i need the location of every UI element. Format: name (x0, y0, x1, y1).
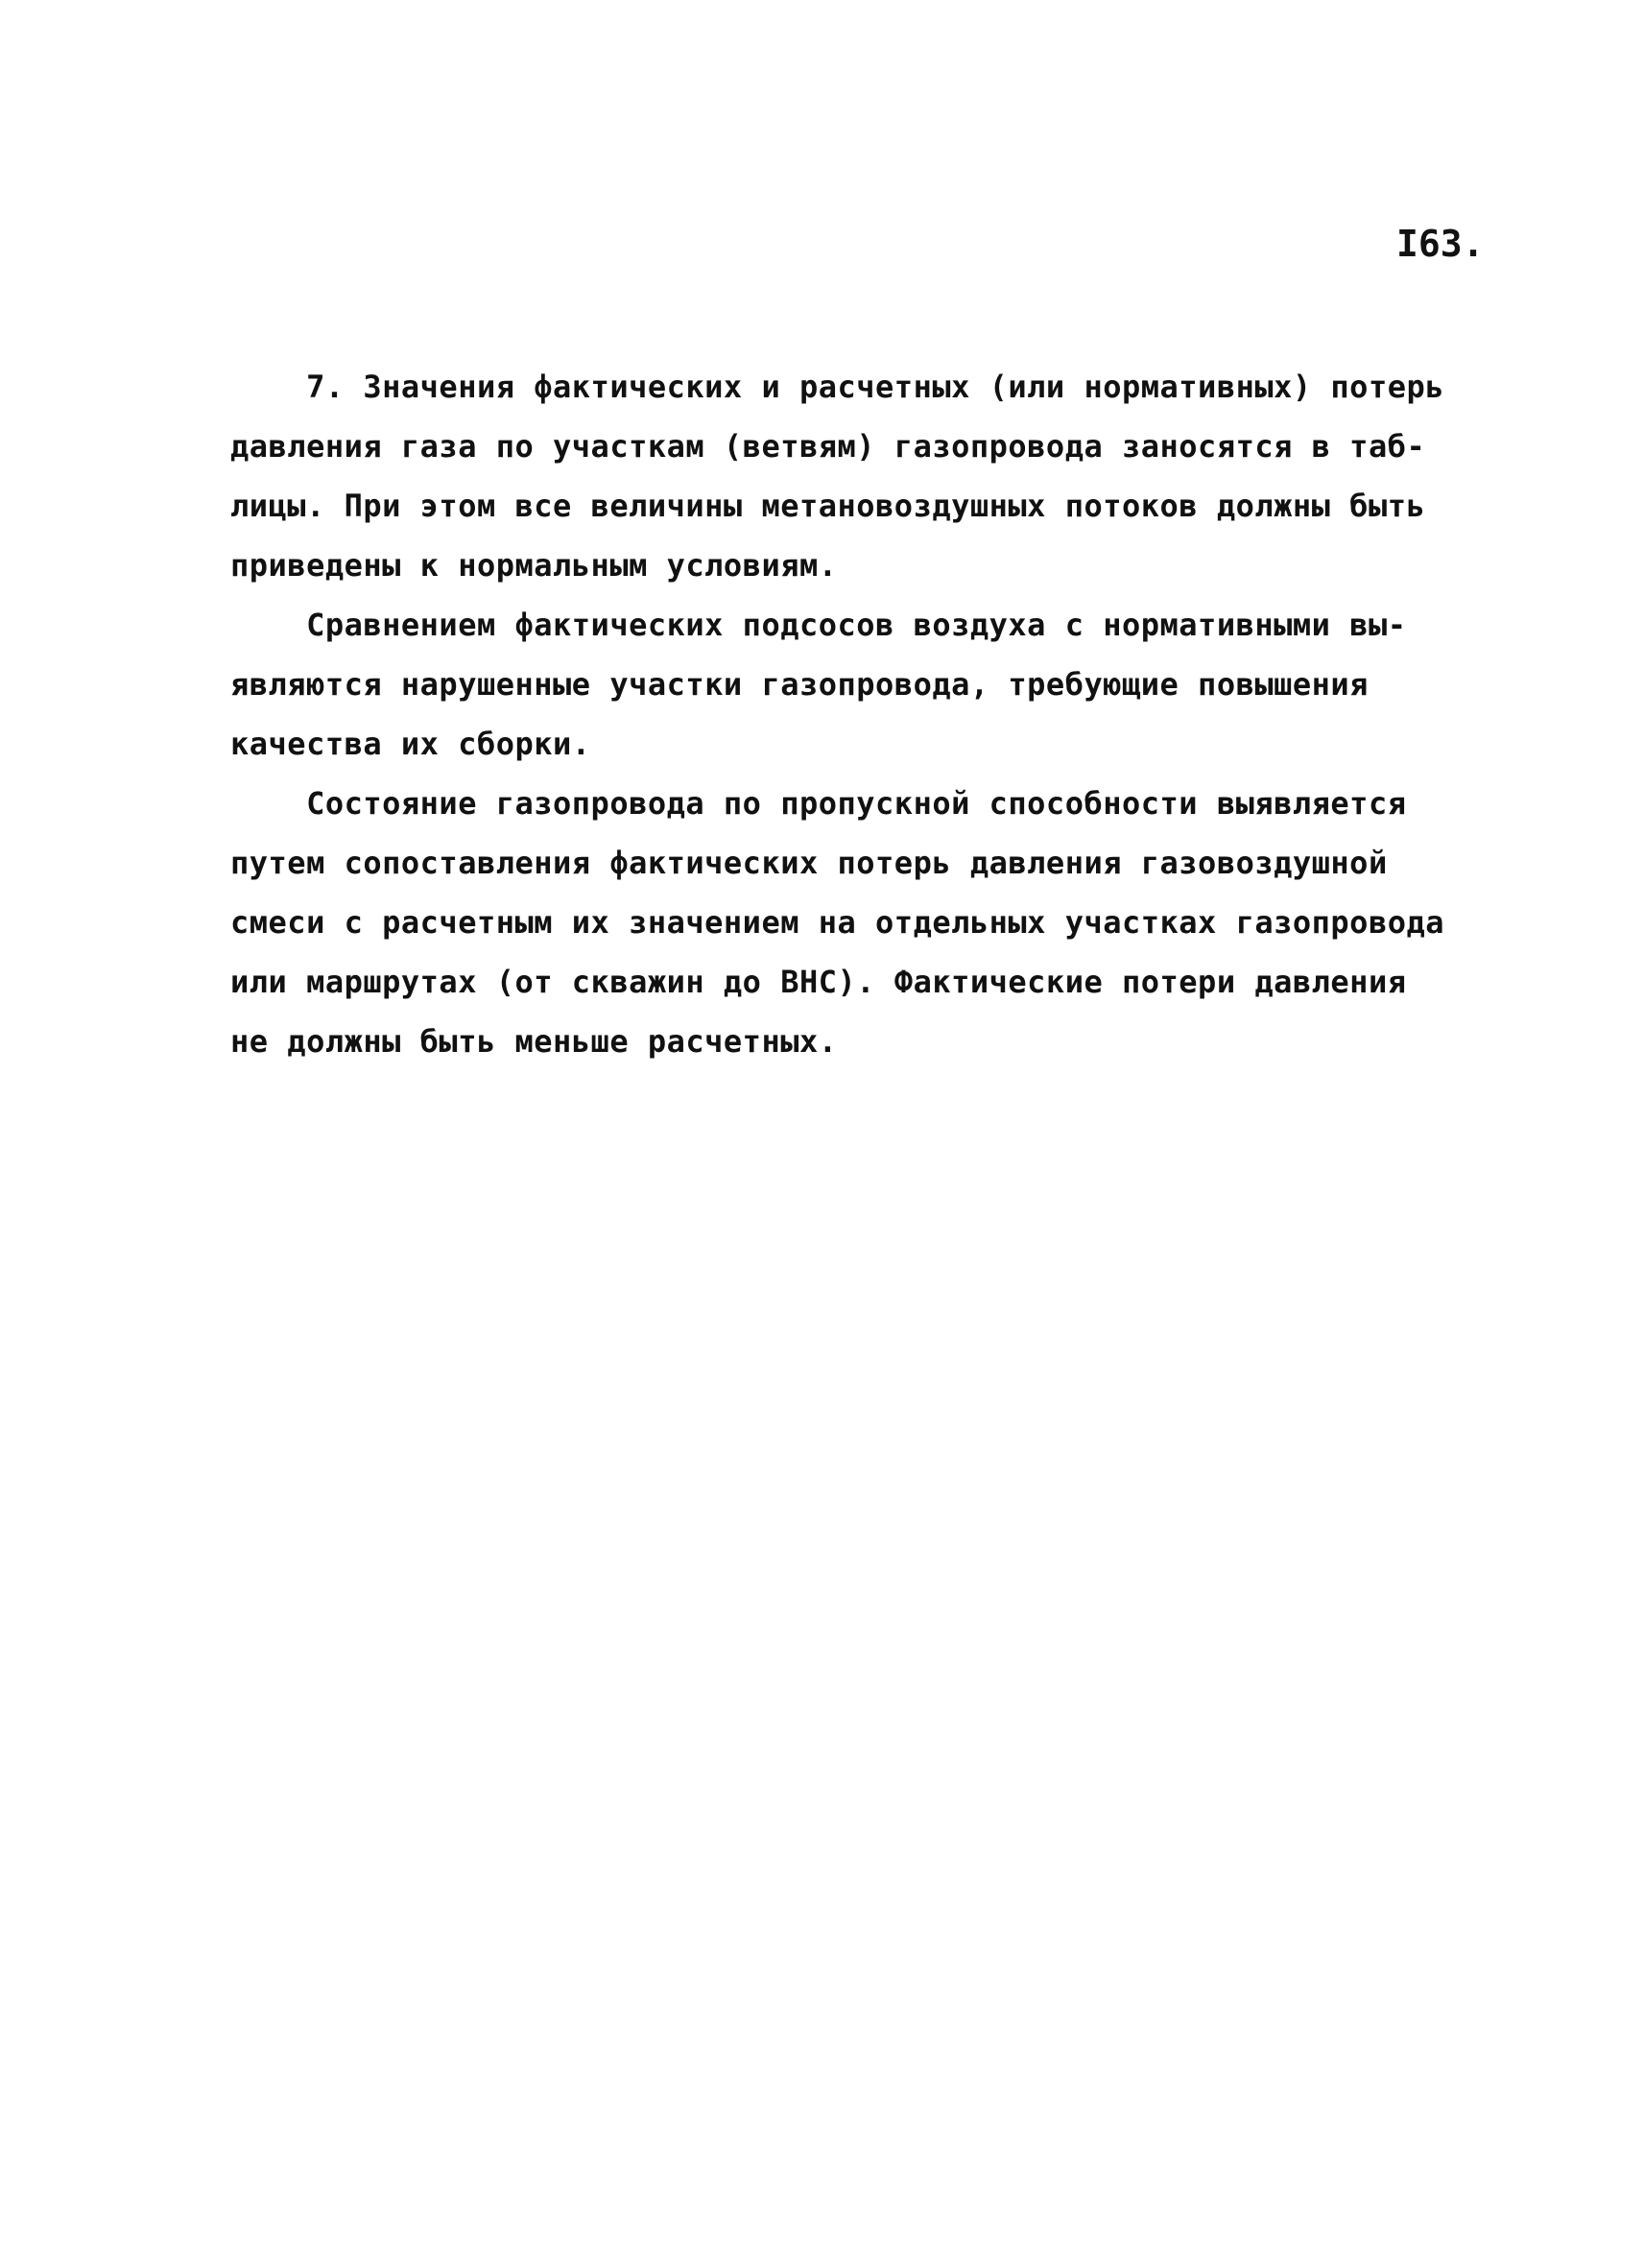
text-line: 7. Значения фактических и расчетных (или нормативных) потерь (230, 369, 1444, 405)
text-line: путем сопоставления фактических потерь давления газовоздушной (230, 845, 1388, 881)
paragraph-1 (230, 357, 1478, 595)
text-line: качества их сборки. (230, 726, 591, 762)
page-number: I63. (1396, 223, 1485, 265)
text-line: Состояние газопровода по пропускной способности выявляется (230, 785, 1407, 822)
text-line: или маршрутах (от скважин до ВНС). Фактические потери давления (230, 964, 1407, 1000)
text-line: являются нарушенные участки газопровода, требующие повышения (230, 666, 1369, 703)
text-line: смеси с расчетным их значением на отдельных участках газопровода (230, 904, 1444, 941)
paragraph-3 (230, 774, 1478, 1071)
text-line: давления газа по участкам (ветвям) газопровода заносятся в таб- (230, 428, 1426, 465)
paragraph-2 (230, 595, 1478, 774)
text-line: не должны быть меньше расчетных. (230, 1023, 838, 1060)
text-line: приведены к нормальным условиям. (230, 547, 838, 584)
text-line: Сравнением фактических подсосов воздуха с нормативными вы- (230, 607, 1407, 643)
text-line: лицы. При этом все величины метановоздушных потоков должны быть (230, 488, 1426, 524)
